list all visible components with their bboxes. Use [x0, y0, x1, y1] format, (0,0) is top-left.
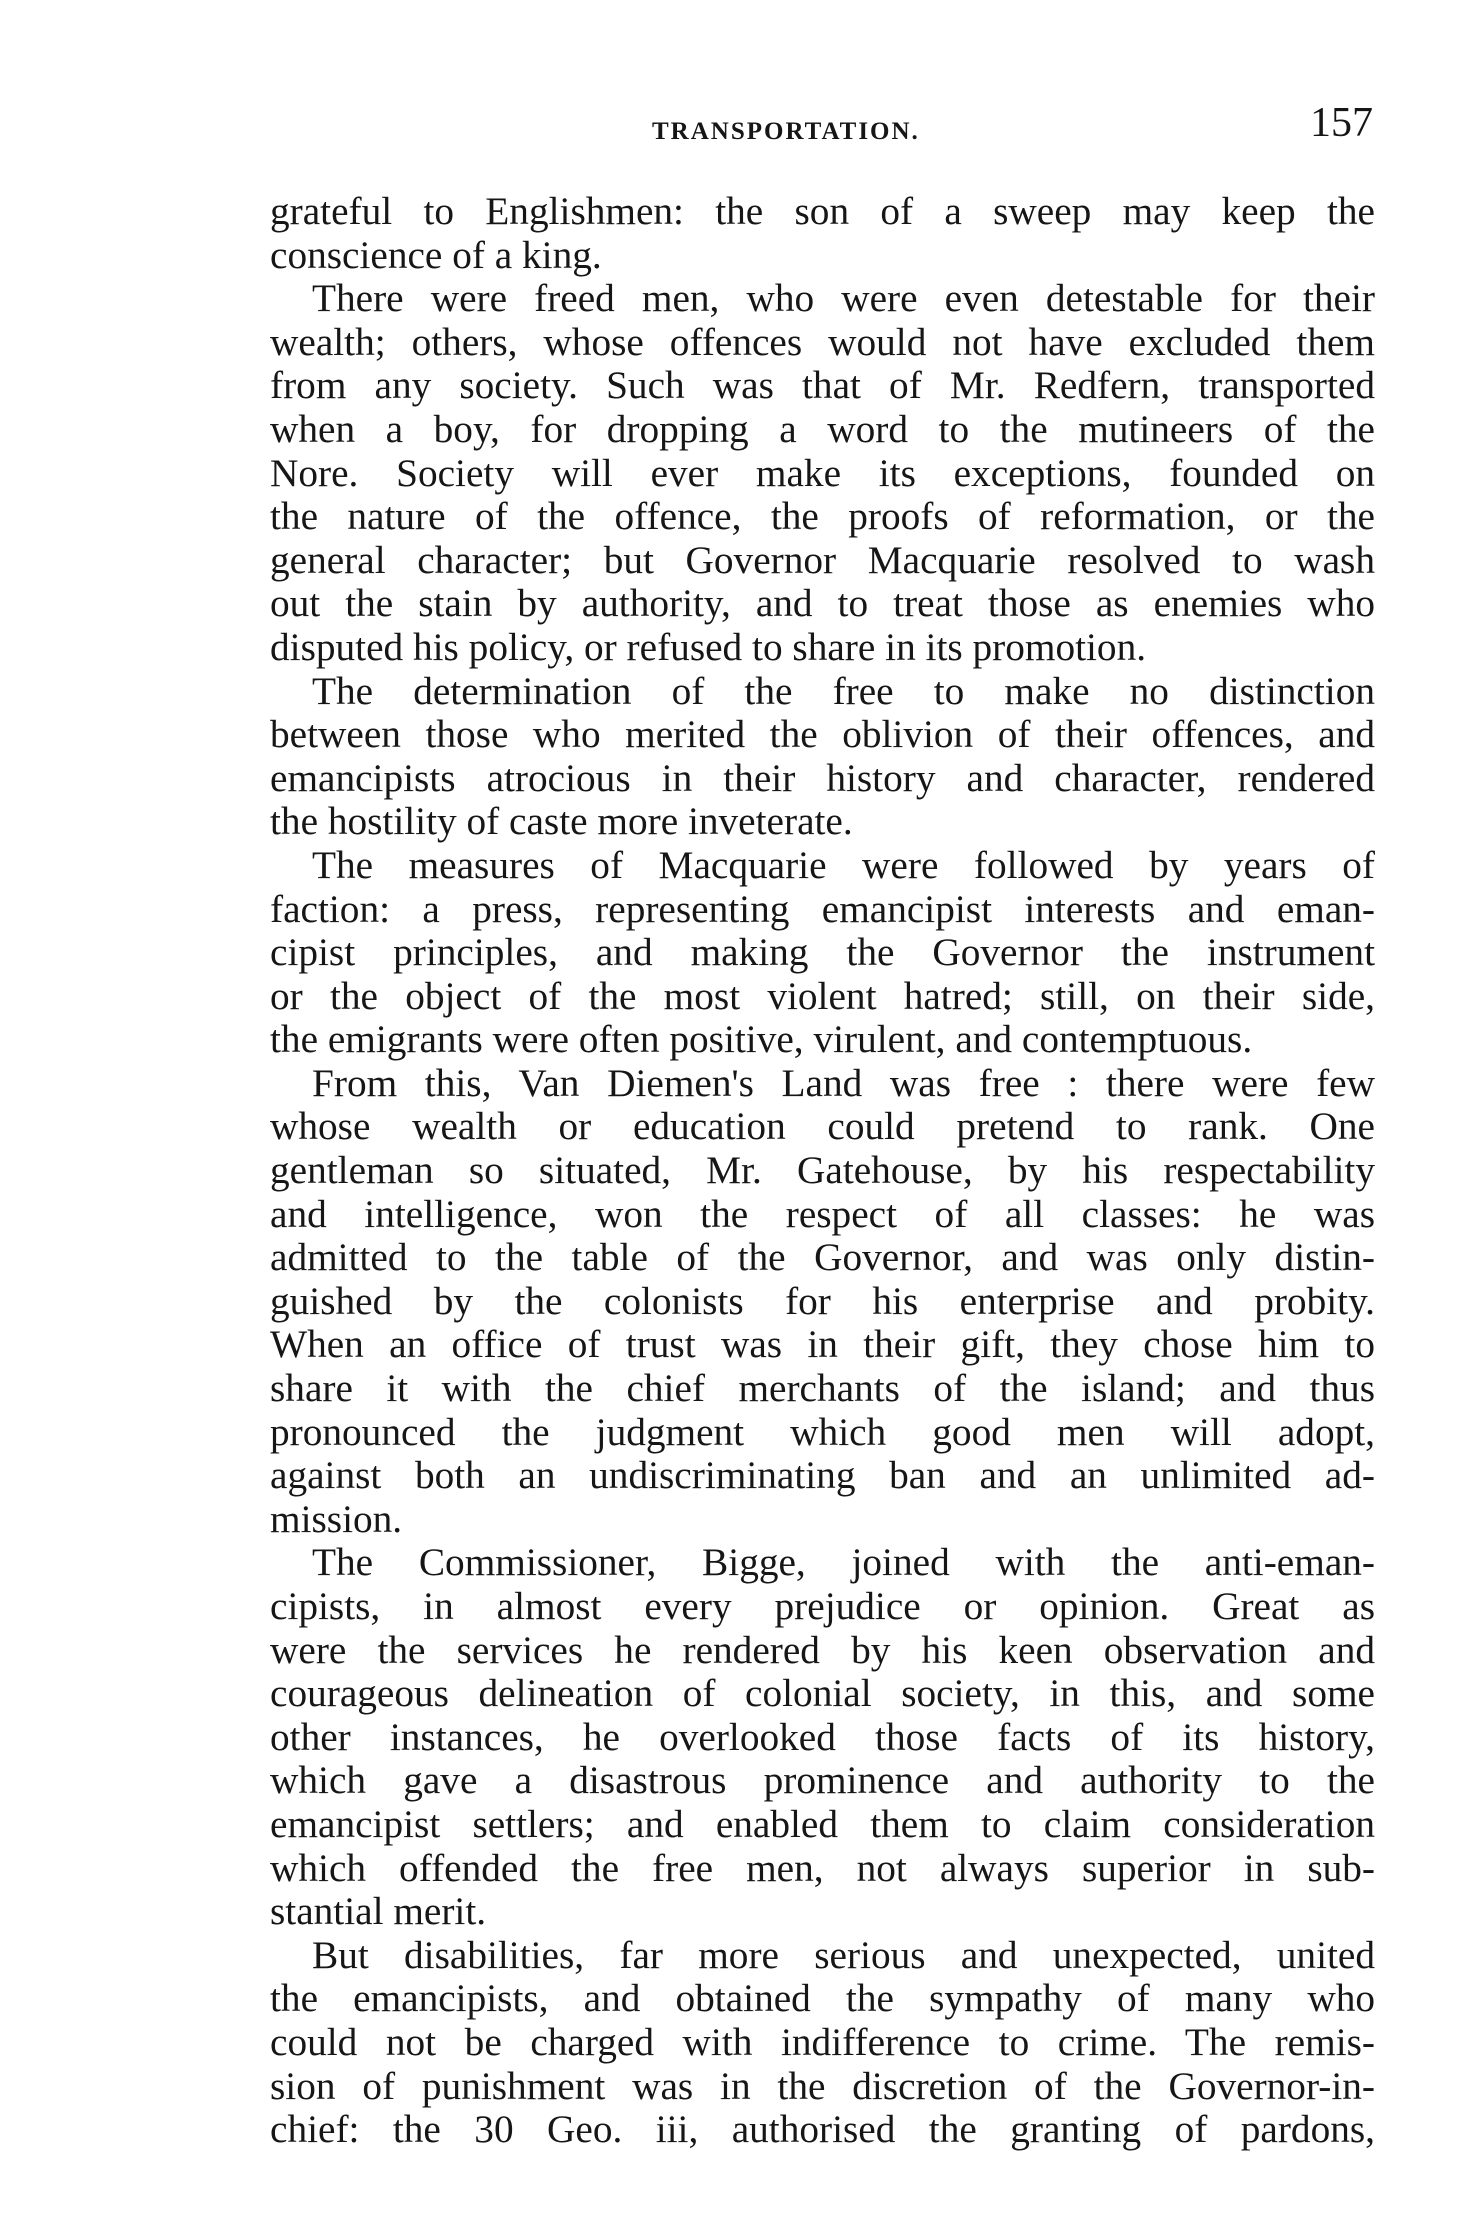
text-line: courageous delineation of colonial society, in this, and some: [270, 1671, 1375, 1716]
text-line: emancipist settlers; and enabled them to claim consideration: [270, 1801, 1375, 1846]
text-line: cipist principles, and making the Governor the instrument: [270, 930, 1375, 975]
text-line: sion of punishment was in the discretion of the Governor-in-: [270, 2063, 1375, 2108]
text-line: wealth; others, whose offences would not have excluded them: [270, 319, 1375, 364]
text-line: other instances, he overlooked those facts of its history,: [270, 1714, 1375, 1759]
text-line: gentleman so situated, Mr. Gatehouse, by his respectability: [270, 1148, 1375, 1193]
text-line: the emancipists, and obtained the sympathy of many who: [270, 1976, 1375, 2021]
text-line: were the services he rendered by his keen observation and: [270, 1627, 1375, 1672]
text-line: emancipists atrocious in their history and character, rendered: [270, 755, 1375, 800]
body-text: [270, 190, 1375, 2152]
text-line: There were freed men, who were even detestable for their: [312, 276, 1375, 321]
text-line: could not be charged with indifference to crime. The remis-: [270, 2019, 1375, 2064]
text-line: out the stain by authority, and to treat those as enemies who: [270, 581, 1375, 626]
text-line: the hostility of caste more inveterate.: [270, 799, 853, 844]
text-line: which offended the free men, not always superior in sub-: [270, 1845, 1375, 1890]
text-line: When an office of trust was in their gift, they chose him to: [270, 1322, 1375, 1367]
text-line: share it with the chief merchants of the island; and thus: [270, 1366, 1375, 1411]
text-line: and intelligence, won the respect of all classes: he was: [270, 1191, 1375, 1236]
text-line: mission.: [270, 1496, 403, 1541]
text-line: the emigrants were often positive, virulent, and contemptuous.: [270, 1017, 1253, 1062]
text-line: whose wealth or education could pretend to rank. One: [270, 1104, 1375, 1149]
text-line: pronounced the judgment which good men will adopt,: [270, 1409, 1375, 1454]
text-line: admitted to the table of the Governor, and was only distin-: [270, 1235, 1375, 1280]
running-title: TRANSPORTATION.: [652, 118, 920, 145]
text-line: From this, Van Diemen's Land was free : there were few: [312, 1060, 1375, 1105]
text-line: Nore. Society will ever make its exceptions, founded on: [270, 450, 1375, 495]
text-line: which gave a disastrous prominence and authority to the: [270, 1758, 1375, 1803]
text-line: The determination of the free to make no distinction: [312, 668, 1375, 713]
text-line: the nature of the offence, the proofs of reformation, or the: [270, 494, 1375, 539]
text-line: between those who merited the oblivion of their offences, and: [270, 712, 1375, 757]
text-line: cipists, in almost every prejudice or opinion. Great as: [270, 1584, 1375, 1628]
text-line: grateful to Englishmen: the son of a sweep may keep the: [270, 189, 1375, 233]
text-line: guished by the colonists for his enterprise and probity.: [270, 1278, 1375, 1323]
text-line: The Commissioner, Bigge, joined with the anti-eman-: [312, 1540, 1375, 1585]
page-number: 157: [1310, 100, 1373, 146]
text-line: faction: a press, representing emancipist interests and eman-: [270, 886, 1375, 931]
text-line: But disabilities, far more serious and unexpected, united: [312, 1932, 1375, 1977]
text-line: general character; but Governor Macquarie resolved to wash: [270, 537, 1375, 582]
running-head: [270, 100, 1375, 160]
text-line: against both an undiscriminating ban and an unlimited ad-: [270, 1453, 1375, 1498]
text-line: The measures of Macquarie were followed by years of: [312, 842, 1375, 887]
text-line: stantial merit.: [270, 1889, 487, 1934]
text-line: disputed his policy, or refused to share in its promotion.: [270, 624, 1147, 669]
text-line: or the object of the most violent hatred; still, on their side,: [270, 973, 1375, 1018]
text-line: chief: the 30 Geo. iii, authorised the granting of pardons,: [270, 2107, 1375, 2152]
text-line: from any society. Such was that of Mr. Redfern, transported: [270, 363, 1375, 408]
text-line: when a boy, for dropping a word to the mutineers of the: [270, 406, 1375, 451]
text-line: conscience of a king.: [270, 232, 602, 277]
